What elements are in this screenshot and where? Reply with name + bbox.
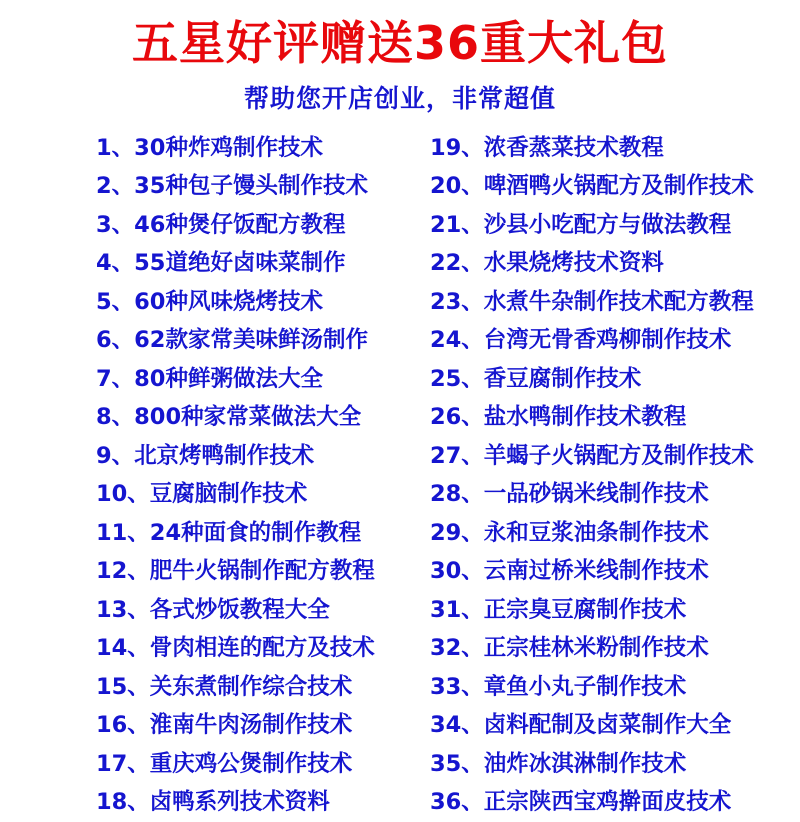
list-item: 14、骨肉相连的配方及技术 xyxy=(96,635,375,662)
list-item: 35、油炸冰淇淋制作技术 xyxy=(430,750,687,777)
list-item: 3、46种煲仔饭配方教程 xyxy=(96,211,346,238)
list-item: 8、800种家常菜做法大全 xyxy=(96,404,362,431)
list-item: 16、淮南牛肉汤制作技术 xyxy=(96,712,353,739)
list-item: 34、卤料配制及卤菜制作大全 xyxy=(430,712,732,739)
list-item: 11、24种面食的制作教程 xyxy=(96,519,362,546)
list-item: 28、一品砂锅米线制作技术 xyxy=(430,481,709,508)
list-item: 9、北京烤鸭制作技术 xyxy=(96,442,315,469)
list-item: 6、62款家常美味鲜汤制作 xyxy=(96,327,368,354)
list-item: 26、盐水鸭制作技术教程 xyxy=(430,404,687,431)
gift-list-column-right xyxy=(400,129,792,822)
list-item: 7、80种鲜粥做法大全 xyxy=(96,365,323,392)
page-title: 五星好评赠送36重大礼包 xyxy=(131,16,668,70)
list-item: 10、豆腐脑制作技术 xyxy=(96,481,308,508)
list-item: 23、水煮牛杂制作技术配方教程 xyxy=(430,288,754,315)
list-item: 31、正宗臭豆腐制作技术 xyxy=(430,596,687,623)
list-item: 22、水果烧烤技术资料 xyxy=(430,250,664,277)
list-item: 13、各式炒饭教程大全 xyxy=(96,596,330,623)
list-item: 32、正宗桂林米粉制作技术 xyxy=(430,635,709,662)
list-item: 4、55道绝好卤味菜制作 xyxy=(96,250,346,277)
list-item: 20、啤酒鸭火锅配方及制作技术 xyxy=(430,173,754,200)
list-item: 15、关东煮制作综合技术 xyxy=(96,673,353,700)
list-item: 30、云南过桥米线制作技术 xyxy=(430,558,709,585)
gift-list-column-left xyxy=(8,129,400,822)
list-item: 1、30种炸鸡制作技术 xyxy=(96,134,323,161)
list-item: 5、60种风味烧烤技术 xyxy=(96,288,323,315)
gift-list xyxy=(0,129,800,822)
list-item: 27、羊蝎子火锅配方及制作技术 xyxy=(430,442,754,469)
list-item: 29、永和豆浆油条制作技术 xyxy=(430,519,709,546)
list-item: 2、35种包子馒头制作技术 xyxy=(96,173,368,200)
list-item: 21、沙县小吃配方与做法教程 xyxy=(430,211,732,238)
list-item: 25、香豆腐制作技术 xyxy=(430,365,642,392)
list-item: 17、重庆鸡公煲制作技术 xyxy=(96,750,353,777)
list-item: 36、正宗陕西宝鸡擀面皮技术 xyxy=(430,789,732,816)
list-item: 33、章鱼小丸子制作技术 xyxy=(430,673,687,700)
list-item: 12、肥牛火锅制作配方教程 xyxy=(96,558,375,585)
page-subtitle: 帮助您开店创业，非常超值 xyxy=(243,83,556,113)
list-item: 19、浓香蒸菜技术教程 xyxy=(430,134,664,161)
poster-page xyxy=(0,18,800,818)
list-item: 24、台湾无骨香鸡柳制作技术 xyxy=(430,327,732,354)
list-item: 18、卤鸭系列技术资料 xyxy=(96,789,330,816)
